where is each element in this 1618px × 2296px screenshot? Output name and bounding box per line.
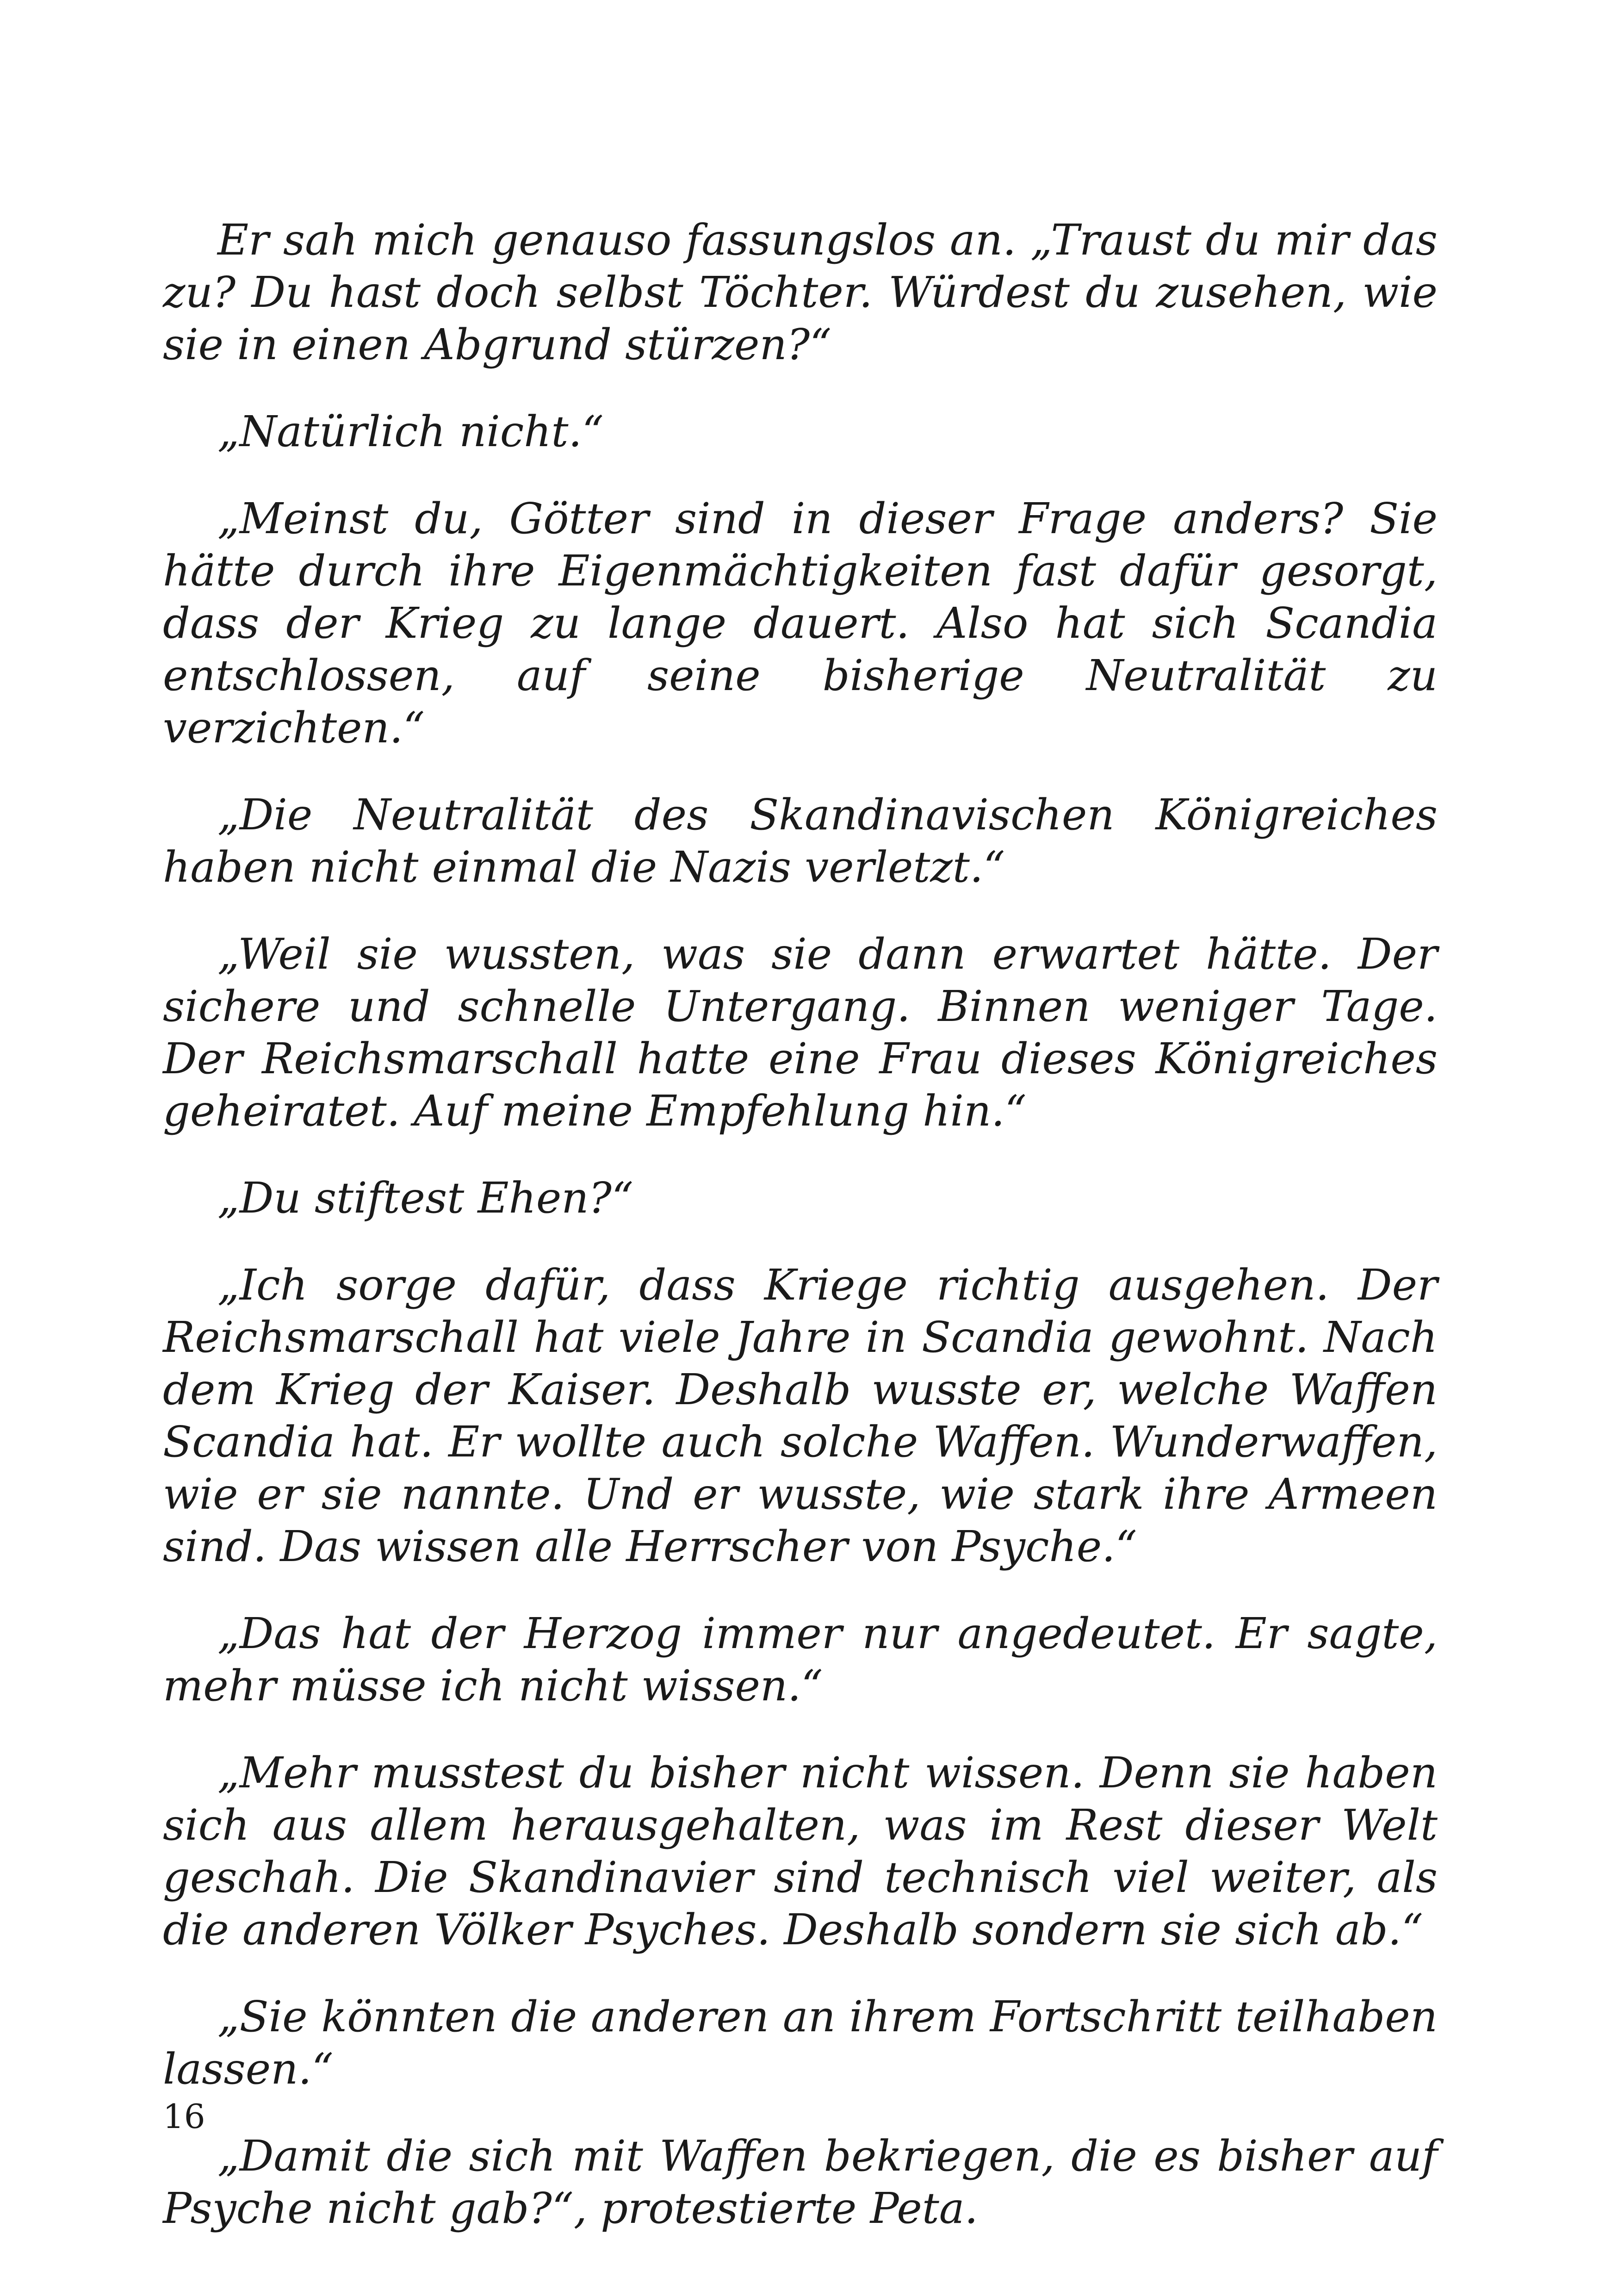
paragraph-7: „Ich sorge dafür, dass Kriege richtig ausgehen. Der Reichsmarschall hat viele Jahre in Scandia gewohnt. Nach dem Krieg der Kaiser. Deshalb wusste er, welche Waffen Scandia hat. Er wollte auch solche Waffen. Wunderwaffen, wie er sie nannte. Und er wusste, wie stark ihre Armeen sind. Das wissen alle Herrscher von Psyche.“	[163, 1260, 1438, 1571]
paragraph-5: „Weil sie wussten, was sie dann erwartet hätte. Der sichere und schnelle Untergang. Binnen weniger Tage. Der Reichsmarschall hatte eine Frau dieses Königreiches geheiratet. Auf meine Empfehlung hin.“	[163, 929, 1438, 1136]
paragraph-2: „Natürlich nicht.“	[217, 407, 604, 456]
paragraph-4: „Die Neutralität des Skandinavischen Königreiches haben nicht einmal die Nazis verletzt.“	[163, 790, 1438, 892]
paragraph-9: „Mehr musstest du bisher nicht wissen. Denn sie haben sich aus allem herausgehalten, was im Rest dieser Welt geschah. Die Skandinavier sind technisch viel weiter, als die anderen Völker Psyches. Deshalb sondern sie sich ab.“	[163, 1748, 1438, 1954]
page-number: 16	[163, 2097, 205, 2136]
paragraph-3: „Meinst du, Götter sind in dieser Frage anders? Sie hätte durch ihre Eigenmächtigkeiten fast dafür gesorgt, dass der Krieg zu lange dauert. Also hat sich Scandia entschlossen, auf seine bisherige Neutralität zu verzichten.“	[163, 494, 1438, 753]
paragraph-11: „Damit die sich mit Waffen bekriegen, die es bisher auf Psyche nicht gab?“, protestierte Peta.	[163, 2131, 1438, 2233]
paragraph-8: „Das hat der Herzog immer nur angedeutet. Er sagte, mehr müsse ich nicht wissen.“	[163, 1609, 1438, 1711]
body-text	[163, 214, 1438, 2269]
paragraph-6: „Du stiftest Ehen?“	[217, 1173, 633, 1223]
paragraph-1: Er sah mich genauso fassungslos an. „Traust du mir das zu? Du hast doch selbst Töchter. Würdest du zusehen, wie sie in einen Abgrund stürzen?“	[163, 215, 1438, 369]
paragraph-10: „Sie könnten die anderen an ihrem Fortschritt teilhaben lassen.“	[163, 1992, 1438, 2094]
